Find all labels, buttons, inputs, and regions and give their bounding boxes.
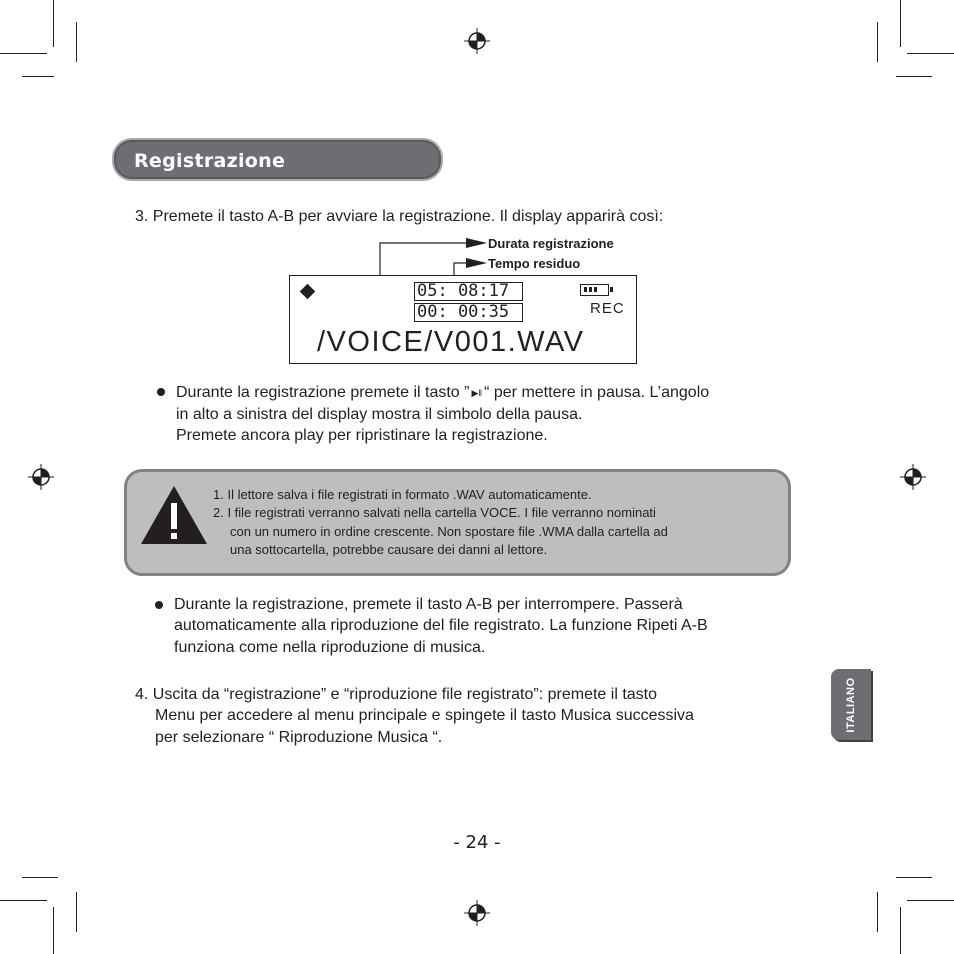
crop-mark — [896, 877, 932, 878]
remaining-time: 00: 00:35 — [414, 303, 523, 322]
bullet-2-line-2: automaticamente alla riproduzione del file registrato. La funzione Ripeti A-B — [174, 617, 708, 634]
file-path: /VOICE/V001.WAV — [317, 326, 585, 358]
crop-mark — [22, 76, 54, 77]
callout-duration: Durata registrazione — [488, 236, 614, 251]
crop-mark — [53, 907, 54, 954]
battery-icon — [580, 284, 609, 296]
bullet-1-text-a: Durante la registrazione premete il tasto ” — [176, 384, 470, 401]
registration-mark-icon — [464, 900, 490, 926]
crop-mark — [877, 892, 878, 932]
crop-mark — [907, 53, 954, 54]
warning-icon — [140, 485, 208, 545]
bullet-2-line-3: funziona come nella riproduzione di musica. — [174, 639, 486, 656]
warning-line-2: 2. I file registrati verranno salvati nella cartella VOCE. I file verranno nominati — [213, 505, 656, 520]
crop-mark — [900, 907, 901, 954]
step-3-text: 3. Premete il tasto A-B per avviare la registrazione. Il display apparirà così: — [135, 208, 664, 225]
crop-mark — [22, 877, 58, 878]
diamond-icon — [300, 284, 316, 300]
page-number: - 24 - — [453, 832, 501, 853]
warning-line-1: 1. Il lettore salva i file registrati in formato .WAV automaticamente. — [213, 487, 592, 502]
crop-mark — [0, 53, 47, 54]
bullet-1-text-b: “ per mettere in pausa. L’angolo — [484, 384, 710, 401]
lcd-display — [289, 275, 637, 364]
crop-mark — [900, 0, 901, 47]
registration-mark-icon — [28, 464, 54, 490]
language-label: ITALIANO — [845, 677, 857, 733]
crop-mark — [53, 0, 54, 47]
bullet-1-line-1 — [176, 382, 709, 405]
bullet-1-line-3: Premete ancora play per ripristinare la registrazione. — [176, 427, 548, 444]
registration-mark-icon — [464, 28, 490, 54]
play-pause-icon: ▶‖ — [471, 388, 483, 398]
crop-mark — [877, 22, 878, 62]
registration-mark-icon — [900, 464, 926, 490]
callout-remaining: Tempo residuo — [488, 256, 581, 271]
rec-label: REC — [590, 300, 625, 317]
crop-mark — [907, 900, 954, 901]
crop-mark — [76, 892, 77, 932]
warning-line-3: con un numero in ordine crescente. Non spostare file .WMA dalla cartella ad — [230, 524, 668, 539]
crop-mark — [76, 22, 77, 62]
section-title: Registrazione — [134, 150, 286, 172]
bullet-2-line-1: Durante la registrazione, premete il tasto A-B per interrompere. Passerà — [174, 596, 683, 613]
step-4-line-2: Menu per accedere al menu principale e spingete il tasto Musica successiva — [155, 707, 694, 724]
bullet-icon — [157, 388, 165, 396]
bullet-icon — [155, 601, 163, 609]
step-4-line-1: 4. Uscita da “registrazione” e “riproduzione file registrato”: premete il tasto — [135, 686, 657, 703]
crop-mark — [896, 76, 932, 77]
bullet-1-line-2: in alto a sinistra del display mostra il simbolo della pausa. — [176, 406, 583, 423]
step-4-line-3: per selezionare “ Riproduzione Musica “. — [155, 729, 443, 746]
recording-duration: 05: 08:17 — [414, 282, 523, 301]
crop-mark — [0, 900, 47, 901]
warning-line-4: una sottocartella, potrebbe causare dei danni al lettore. — [230, 542, 548, 557]
